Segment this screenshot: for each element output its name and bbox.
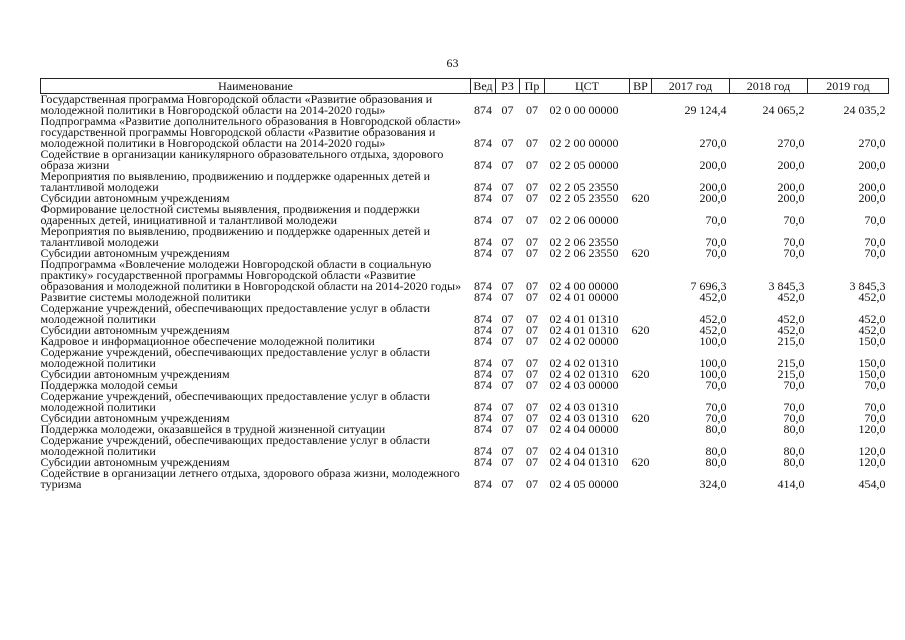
row-cst: 02 4 00 00000 xyxy=(549,279,619,293)
row-value-2019: 452,0 xyxy=(858,290,886,304)
row-value-2018: 70,0 xyxy=(783,411,805,425)
table-row xyxy=(41,303,889,325)
row-vr xyxy=(630,292,652,303)
row-ved: 874 xyxy=(474,334,492,348)
row-value-2018: 215,0 xyxy=(777,334,805,348)
row-rz: 07 xyxy=(501,477,514,491)
row-value-2019: 70,0 xyxy=(864,378,886,392)
row-value-2019: 200,0 xyxy=(858,180,886,194)
row-cst: 02 2 06 23550 xyxy=(549,235,619,249)
row-rz: 07 xyxy=(501,158,514,172)
row-value-2018: 70,0 xyxy=(783,213,805,227)
row-rz: 07 xyxy=(501,235,514,249)
row-pr: 07 xyxy=(526,334,538,348)
row-value-2018: 200,0 xyxy=(777,158,805,172)
row-name: Содержание учреждений, обеспечивающих предоставление услуг в области молодежной политики xyxy=(40,389,431,414)
row-value-2018: 452,0 xyxy=(777,312,805,326)
row-cst: 02 4 01 00000 xyxy=(549,290,619,304)
row-vr: 620 xyxy=(631,411,650,425)
row-ved: 874 xyxy=(474,191,492,205)
row-ved: 874 xyxy=(474,411,492,425)
row-value-2017: 200,0 xyxy=(699,180,727,194)
row-value-2017: 200,0 xyxy=(699,158,727,172)
row-cst: 02 2 05 00000 xyxy=(549,158,619,172)
row-rz: 07 xyxy=(501,136,514,150)
row-value-2017: 70,0 xyxy=(705,246,727,260)
row-name: Мероприятия по выявлению, продвижению и поддержке одаренных детей и талантливой молодежи xyxy=(40,224,431,249)
row-value-2017: 70,0 xyxy=(705,235,727,249)
row-value-2018: 215,0 xyxy=(777,356,805,370)
row-cst: 02 4 04 01310 xyxy=(549,455,619,469)
table-row xyxy=(41,435,889,457)
table-row xyxy=(41,94,889,117)
row-ved: 874 xyxy=(474,279,492,293)
row-value-2017: 7 696,3 xyxy=(690,279,727,293)
row-pr: 07 xyxy=(526,235,538,249)
row-rz: 07 xyxy=(501,180,514,194)
row-ved: 874 xyxy=(474,477,492,491)
row-rz: 07 xyxy=(501,411,514,425)
row-pr: 07 xyxy=(526,477,538,491)
row-value-2017: 270,0 xyxy=(699,136,727,150)
row-name: Содействие в организации летнего отдыха, здорового образа жизни, молодежного туризма xyxy=(40,466,460,491)
row-vr xyxy=(630,391,652,413)
row-value-2018: 452,0 xyxy=(777,290,805,304)
row-value-2017: 200,0 xyxy=(699,191,727,205)
row-value-2019: 120,0 xyxy=(858,444,886,458)
row-value-2019: 150,0 xyxy=(858,334,886,348)
row-rz: 07 xyxy=(501,400,514,414)
row-pr: 07 xyxy=(526,290,538,304)
row-vr xyxy=(630,226,652,248)
row-vr xyxy=(630,303,652,325)
row-value-2018: 3 845,3 xyxy=(768,279,805,293)
row-vr xyxy=(630,468,652,490)
row-value-2018: 200,0 xyxy=(777,191,805,205)
row-name: Поддержка молодежи, оказавшейся в трудной жизненной ситуации xyxy=(40,422,386,436)
row-vr xyxy=(630,380,652,391)
row-name: Субсидии автономным учреждениям xyxy=(40,455,230,469)
row-rz: 07 xyxy=(501,378,514,392)
row-value-2017: 324,0 xyxy=(699,477,727,491)
row-vr: 620 xyxy=(631,191,650,205)
row-ved: 874 xyxy=(474,323,492,337)
row-value-2019: 454,0 xyxy=(858,477,886,491)
table-row xyxy=(41,204,889,226)
row-vr xyxy=(630,94,652,117)
row-name: Подпрограмма «Вовлечение молодежи Новгородской области в социальную практику» государственной программы Новгородской области «Развитие образования и молодежной политики в Новгородской области на 2014-2020 годы» xyxy=(40,257,462,293)
row-value-2018: 80,0 xyxy=(783,455,805,469)
table-row xyxy=(41,391,889,413)
row-ved: 874 xyxy=(474,356,492,370)
row-value-2018: 200,0 xyxy=(777,180,805,194)
row-vr xyxy=(630,347,652,369)
row-name: Поддержка молодой семьи xyxy=(40,378,178,392)
row-value-2018: 80,0 xyxy=(783,422,805,436)
row-cst: 02 2 00 00000 xyxy=(549,136,619,150)
row-vr xyxy=(630,424,652,435)
row-value-2018: 414,0 xyxy=(777,477,805,491)
row-ved: 874 xyxy=(474,367,492,381)
row-vr: 620 xyxy=(631,246,650,260)
row-ved: 874 xyxy=(474,378,492,392)
row-rz: 07 xyxy=(501,422,514,436)
table-row xyxy=(41,259,889,292)
col-header-2017: 2017 год xyxy=(652,79,730,94)
row-rz: 07 xyxy=(501,191,514,205)
row-value-2017: 452,0 xyxy=(699,290,727,304)
row-pr: 07 xyxy=(526,367,538,381)
row-name: Содействие в организации каникулярного образовательного отдыха, здорового образа жизни xyxy=(40,147,444,172)
row-pr: 07 xyxy=(526,180,538,194)
row-pr: 07 xyxy=(526,444,538,458)
row-rz: 07 xyxy=(501,213,514,227)
row-cst: 02 2 06 23550 xyxy=(549,246,619,260)
row-cst: 02 2 05 23550 xyxy=(549,180,619,194)
row-rz: 07 xyxy=(501,279,514,293)
col-header-rz: РЗ xyxy=(496,79,520,94)
row-rz: 07 xyxy=(501,367,514,381)
row-cst: 02 4 02 00000 xyxy=(549,334,619,348)
page-number: 63 xyxy=(446,56,459,70)
row-rz: 07 xyxy=(501,246,514,260)
row-name: Формирование целостной системы выявления, продвижения и поддержки одаренных детей, инициативной и талантливой молодежи xyxy=(40,202,420,227)
row-cst: 02 4 04 01310 xyxy=(549,444,619,458)
row-ved: 874 xyxy=(474,213,492,227)
row-cst: 02 4 02 01310 xyxy=(549,367,619,381)
row-ved: 874 xyxy=(474,246,492,260)
col-header-vr: ВР xyxy=(630,79,652,94)
row-ved: 874 xyxy=(474,136,492,150)
row-cst: 02 2 06 00000 xyxy=(549,213,619,227)
row-cst: 02 4 04 00000 xyxy=(549,422,619,436)
row-ved: 874 xyxy=(474,158,492,172)
row-rz: 07 xyxy=(501,312,514,326)
row-ved: 874 xyxy=(474,422,492,436)
table-row xyxy=(41,226,889,248)
row-pr: 07 xyxy=(526,422,538,436)
row-vr xyxy=(630,336,652,347)
row-value-2019: 270,0 xyxy=(858,136,886,150)
row-value-2018: 70,0 xyxy=(783,378,805,392)
table-body xyxy=(41,94,889,491)
row-value-2017: 70,0 xyxy=(705,213,727,227)
row-pr: 07 xyxy=(526,312,538,326)
row-pr: 07 xyxy=(526,136,538,150)
table-row xyxy=(41,468,889,490)
row-value-2019: 200,0 xyxy=(858,158,886,172)
row-name: Субсидии автономным учреждениям xyxy=(40,246,230,260)
row-pr: 07 xyxy=(526,455,538,469)
row-vr xyxy=(630,204,652,226)
row-pr: 07 xyxy=(526,279,538,293)
table-row xyxy=(41,116,889,149)
row-value-2019: 3 845,3 xyxy=(849,279,886,293)
row-value-2018: 452,0 xyxy=(777,323,805,337)
row-value-2017: 80,0 xyxy=(705,455,727,469)
row-vr: 620 xyxy=(631,367,650,381)
row-pr: 07 xyxy=(526,411,538,425)
row-name: Подпрограмма «Развитие дополнительного образования в Новгородской области» государственной программы Новгородской области «Развитие образования и молодежной политики в Новгородской области на 2014-2020 годы» xyxy=(40,114,461,150)
col-header-2019: 2019 год xyxy=(808,79,889,94)
row-vr xyxy=(630,116,652,149)
table-row xyxy=(41,149,889,171)
row-cst: 02 4 01 01310 xyxy=(549,323,619,337)
row-pr: 07 xyxy=(526,158,538,172)
row-rz: 07 xyxy=(501,455,514,469)
row-name: Содержание учреждений, обеспечивающих предоставление услуг в области молодежной политики xyxy=(40,345,431,370)
col-header-name: Наименование xyxy=(41,79,471,94)
row-value-2019: 120,0 xyxy=(858,455,886,469)
row-value-2017: 452,0 xyxy=(699,323,727,337)
row-ved: 874 xyxy=(474,290,492,304)
row-value-2019: 70,0 xyxy=(864,411,886,425)
row-cst: 02 4 03 00000 xyxy=(549,378,619,392)
row-name: Субсидии автономным учреждениям xyxy=(40,367,230,381)
row-name: Развитие системы молодежной политики xyxy=(40,290,251,304)
budget-table xyxy=(40,78,889,490)
row-value-2019: 70,0 xyxy=(864,400,886,414)
row-name: Содержание учреждений, обеспечивающих предоставление услуг в области молодежной политики xyxy=(40,433,431,458)
row-name: Кадровое и информационное обеспечение молодежной политики xyxy=(40,334,375,348)
row-ved: 874 xyxy=(474,180,492,194)
row-cst: 02 0 00 00000 xyxy=(549,103,619,117)
row-ved: 874 xyxy=(474,400,492,414)
row-value-2019: 150,0 xyxy=(858,367,886,381)
row-value-2017: 70,0 xyxy=(705,378,727,392)
row-name: Субсидии автономным учреждениям xyxy=(40,191,230,205)
row-value-2017: 29 124,4 xyxy=(684,103,727,117)
row-name: Мероприятия по выявлению, продвижению и поддержке одаренных детей и талантливой молодежи xyxy=(40,169,431,194)
row-name: Субсидии автономным учреждениям xyxy=(40,411,230,425)
row-value-2017: 80,0 xyxy=(705,444,727,458)
row-value-2019: 24 035,2 xyxy=(843,103,886,117)
row-pr: 07 xyxy=(526,356,538,370)
row-cst: 02 4 01 01310 xyxy=(549,312,619,326)
row-value-2018: 270,0 xyxy=(777,136,805,150)
row-value-2019: 150,0 xyxy=(858,356,886,370)
row-rz: 07 xyxy=(501,356,514,370)
row-cst: 02 2 05 23550 xyxy=(549,191,619,205)
row-pr: 07 xyxy=(526,246,538,260)
row-ved: 874 xyxy=(474,235,492,249)
col-header-pr: Пр xyxy=(520,79,545,94)
table-row xyxy=(41,347,889,369)
row-value-2018: 70,0 xyxy=(783,400,805,414)
row-value-2019: 452,0 xyxy=(858,312,886,326)
row-value-2019: 70,0 xyxy=(864,246,886,260)
row-pr: 07 xyxy=(526,378,538,392)
row-vr: 620 xyxy=(631,323,650,337)
row-value-2017: 70,0 xyxy=(705,400,727,414)
row-value-2019: 120,0 xyxy=(858,422,886,436)
row-vr: 620 xyxy=(631,455,650,469)
row-rz: 07 xyxy=(501,103,514,117)
row-name: Субсидии автономным учреждениям xyxy=(40,323,230,337)
row-value-2017: 100,0 xyxy=(699,334,727,348)
row-value-2017: 80,0 xyxy=(705,422,727,436)
row-cst: 02 4 05 00000 xyxy=(549,477,619,491)
col-header-2018: 2018 год xyxy=(730,79,808,94)
row-rz: 07 xyxy=(501,444,514,458)
row-cst: 02 4 03 01310 xyxy=(549,411,619,425)
row-vr xyxy=(630,149,652,171)
col-header-cst: ЦСТ xyxy=(545,79,630,94)
row-cst: 02 4 03 01310 xyxy=(549,400,619,414)
row-rz: 07 xyxy=(501,290,514,304)
row-value-2017: 452,0 xyxy=(699,312,727,326)
row-value-2019: 70,0 xyxy=(864,235,886,249)
row-name: Государственная программа Новгородской области «Развитие образования и молодежной политики в Новгородской области на 2014-2020 годы» xyxy=(40,92,433,117)
row-pr: 07 xyxy=(526,191,538,205)
row-name: Содержание учреждений, обеспечивающих предоставление услуг в области молодежной политики xyxy=(40,301,431,326)
row-ved: 874 xyxy=(474,312,492,326)
row-ved: 874 xyxy=(474,455,492,469)
row-value-2018: 70,0 xyxy=(783,235,805,249)
row-ved: 874 xyxy=(474,103,492,117)
row-rz: 07 xyxy=(501,334,514,348)
row-pr: 07 xyxy=(526,103,538,117)
row-rz: 07 xyxy=(501,323,514,337)
row-pr: 07 xyxy=(526,323,538,337)
row-value-2018: 70,0 xyxy=(783,246,805,260)
col-header-ved: Вед xyxy=(471,79,496,94)
row-vr xyxy=(630,259,652,292)
row-ved: 874 xyxy=(474,444,492,458)
row-cst: 02 4 02 01310 xyxy=(549,356,619,370)
row-value-2019: 70,0 xyxy=(864,213,886,227)
row-value-2018: 215,0 xyxy=(777,367,805,381)
row-vr xyxy=(630,171,652,193)
row-pr: 07 xyxy=(526,213,538,227)
row-value-2018: 80,0 xyxy=(783,444,805,458)
row-vr xyxy=(630,435,652,457)
row-value-2018: 24 065,2 xyxy=(762,103,805,117)
row-value-2019: 200,0 xyxy=(858,191,886,205)
row-value-2017: 100,0 xyxy=(699,367,727,381)
table-row xyxy=(41,171,889,193)
row-value-2017: 100,0 xyxy=(699,356,727,370)
row-value-2019: 452,0 xyxy=(858,323,886,337)
row-value-2017: 70,0 xyxy=(705,411,727,425)
row-pr: 07 xyxy=(526,400,538,414)
